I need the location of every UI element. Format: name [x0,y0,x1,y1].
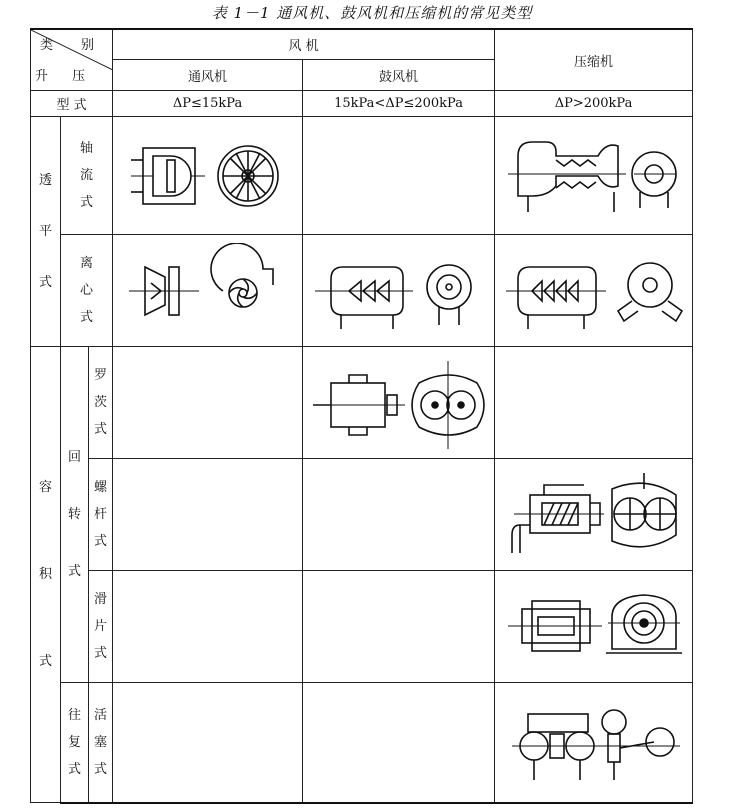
fan-group-header: 风 机 [113,29,495,60]
roots-ventilator-cell [113,347,303,459]
piston-ventilator-cell [113,683,303,803]
type-label-cell: 型 式 [31,91,113,117]
compressor-header: 压缩机 [495,29,693,91]
screw-ventilator-cell [113,459,303,571]
centrifugal-compressor-drawing [495,235,693,347]
corner-header-cell [31,29,113,91]
screw-blower-cell [303,459,495,571]
group-rotary: 回 转 式 [61,347,89,683]
range-compressor: ΔP>200kPa [495,91,693,117]
ventilator-header: 通风机 [113,60,303,91]
vane-ventilator-cell [113,571,303,683]
corner-pressure-label: 升 压 [35,69,96,84]
blower-header: 鼓风机 [303,60,495,91]
row-roots-label: 罗 茨 式 [89,347,113,459]
piston-blower-cell [303,683,495,803]
roots-blower-drawing [303,347,495,459]
centrifugal-blower-drawing [303,235,495,347]
machine-types-table [30,28,693,804]
range-ventilator: ΔP≤15kPa [113,91,303,117]
range-blower: 15kPa<ΔP≤200kPa [303,91,495,117]
group-reciprocating: 往 复 式 [61,683,89,803]
group-positive: 容 积 式 [31,347,61,803]
roots-compressor-cell [495,347,693,459]
corner-category-label: 类 别 [39,38,107,53]
row-centrifugal-label: 离 心 式 [61,235,113,347]
table-caption: 表 1－1 通风机、鼓风机和压缩机的常见类型 [211,4,533,22]
row-screw-label: 螺 杆 式 [89,459,113,571]
axial-blower-cell [303,117,495,235]
vane-blower-cell [303,571,495,683]
axial-ventilator-drawing [113,117,303,235]
piston-compressor-drawing [495,683,693,803]
group-turbo: 透 平 式 [31,117,61,347]
centrifugal-ventilator-drawing [113,235,303,347]
vane-compressor-drawing [495,571,693,683]
row-axial-label: 轴 流 式 [61,117,113,235]
screw-compressor-drawing [495,459,693,571]
axial-compressor-drawing [495,117,693,235]
row-vane-label: 滑 片 式 [89,571,113,683]
row-piston-label: 活 塞 式 [89,683,113,803]
